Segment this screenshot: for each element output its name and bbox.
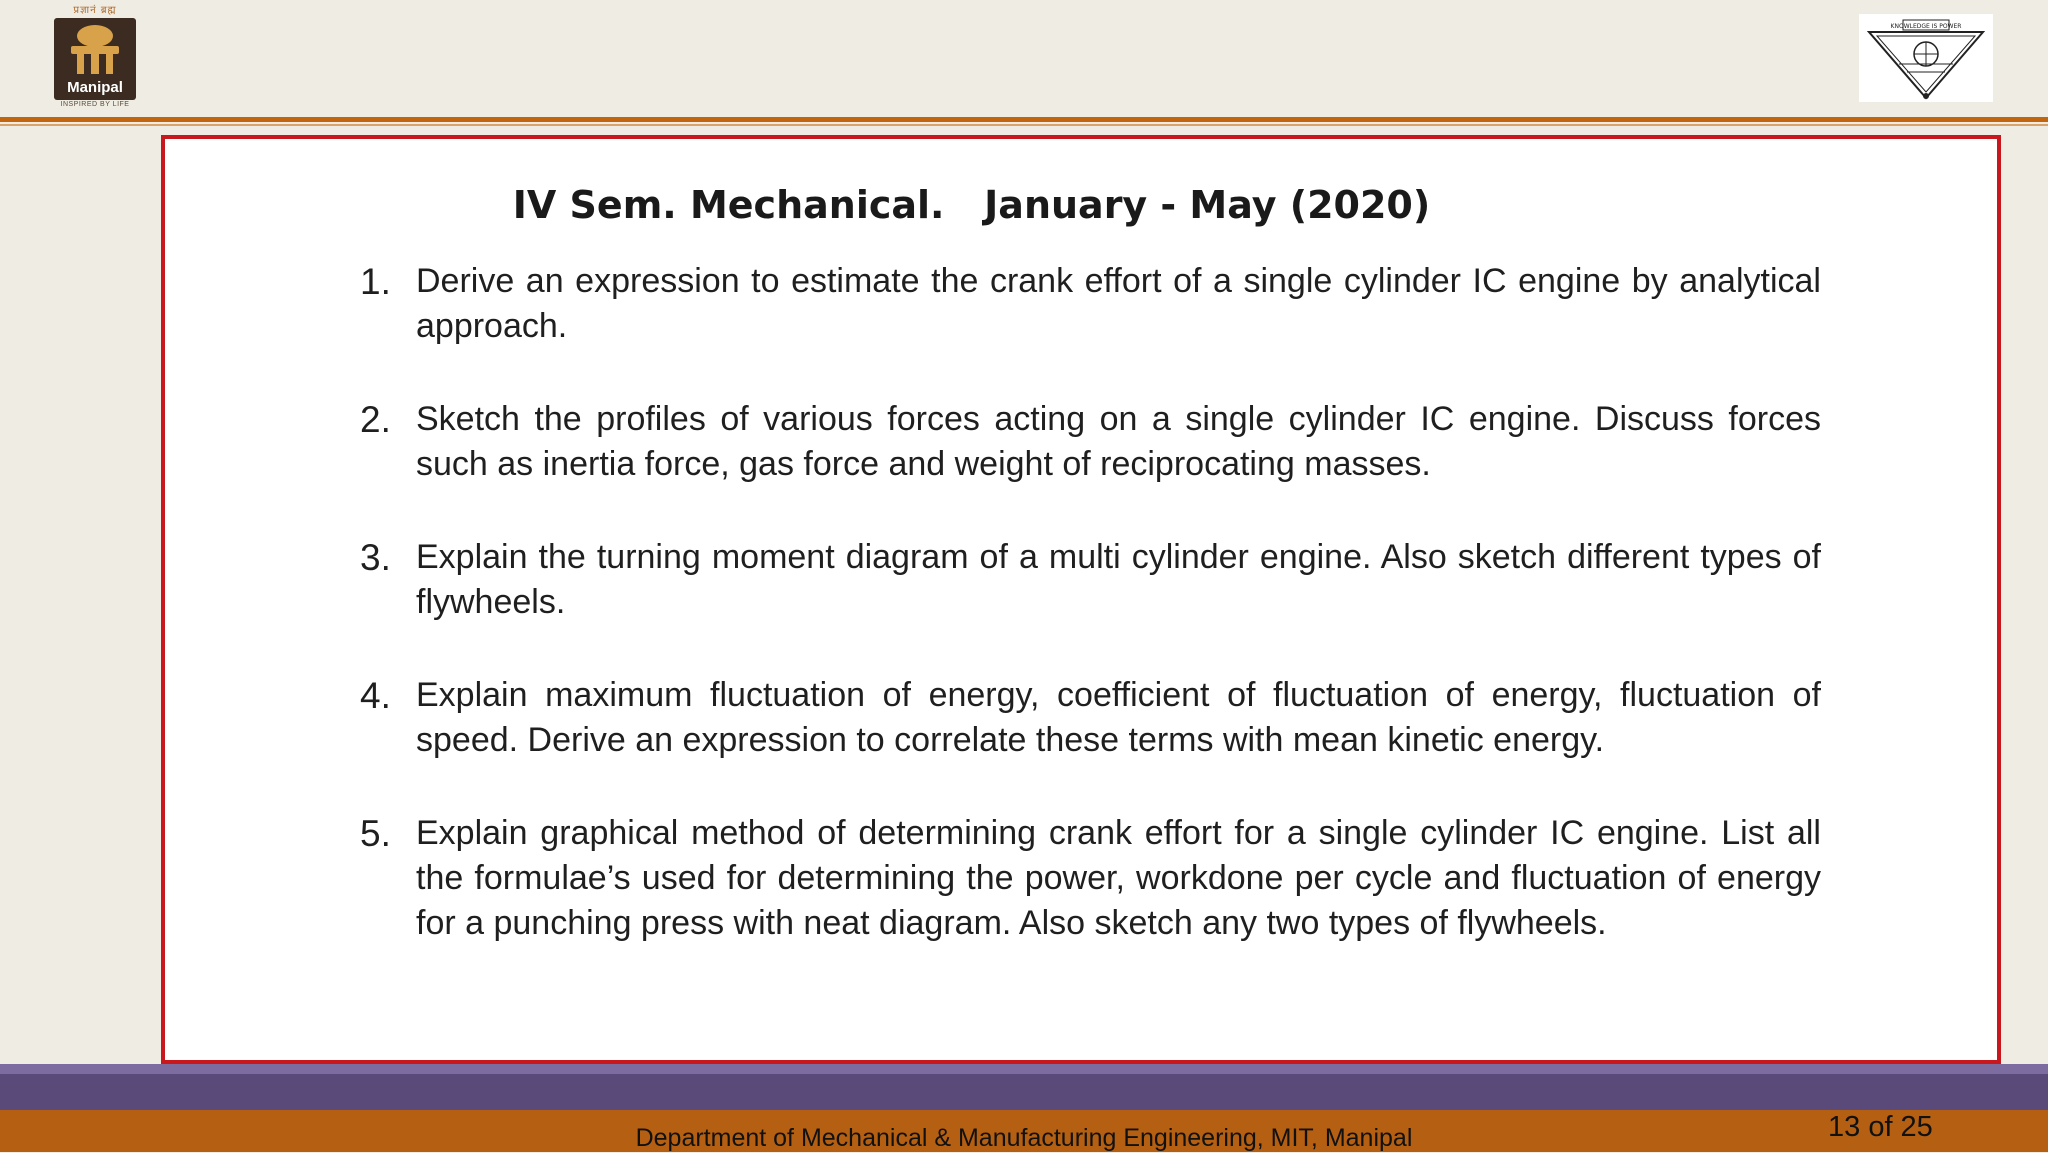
emblem-icon (65, 24, 125, 76)
list-item (360, 259, 1821, 349)
footer-band-purple (0, 1064, 2048, 1110)
page-number: 13 of 25 (1828, 1111, 1933, 1143)
list-item (360, 535, 1821, 625)
question-text: Sketch the profiles of various forces acting on a single cylinder IC engine. Discuss forces such as inertia force, gas force and weight of reciprocating masses. (416, 400, 1821, 483)
question-number: 2. (360, 399, 391, 440)
question-list (360, 259, 1821, 946)
svg-text:KNOWLEDGE IS POWER: KNOWLEDGE IS POWER (1890, 23, 1962, 30)
mit-seal-icon (1859, 14, 1993, 102)
slide-content-frame (161, 135, 2001, 1064)
question-number: 1. (360, 261, 391, 302)
logo-tagline-top: प्रज्ञानं ब्रह्म (73, 5, 117, 16)
header-rule-thin (0, 124, 2048, 126)
manipal-emblem (54, 18, 136, 100)
list-item (360, 811, 1821, 946)
header-rule (0, 117, 2048, 122)
list-item (360, 397, 1821, 487)
logo-name: Manipal (67, 79, 123, 96)
question-number: 4. (360, 675, 391, 716)
question-text: Explain maximum fluctuation of energy, coefficient of fluctuation of energy, fluctuation of speed. Derive an expression to correlate these terms with mean kinetic energy. (416, 676, 1821, 759)
list-item (360, 673, 1821, 763)
question-number: 5. (360, 813, 391, 854)
footer-department: Department of Mechanical & Manufacturing Engineering, MIT, Manipal (635, 1124, 1413, 1152)
question-text: Explain the turning moment diagram of a multi cylinder engine. Also sketch different types of flywheels. (416, 538, 1821, 621)
question-number: 3. (360, 537, 391, 578)
question-text: Explain graphical method of determining crank effort for a single cylinder IC engine. List all the formulae’s used for determining the power, workdone per cycle and fluctuation of energy for a punching press with neat diagram. Also sketch any two types of flywheels. (416, 814, 1821, 942)
slide-title: IV Sem. Mechanical. January - May (2020) (512, 183, 1431, 227)
footer-band-highlight (0, 1064, 2048, 1074)
logo-tagline-bottom: INSPIRED BY LIFE (60, 101, 130, 108)
mit-seal-logo (1859, 14, 1993, 102)
question-text: Derive an expression to estimate the crank effort of a single cylinder IC engine by analytical approach. (416, 262, 1821, 345)
manipal-logo (52, 4, 138, 112)
